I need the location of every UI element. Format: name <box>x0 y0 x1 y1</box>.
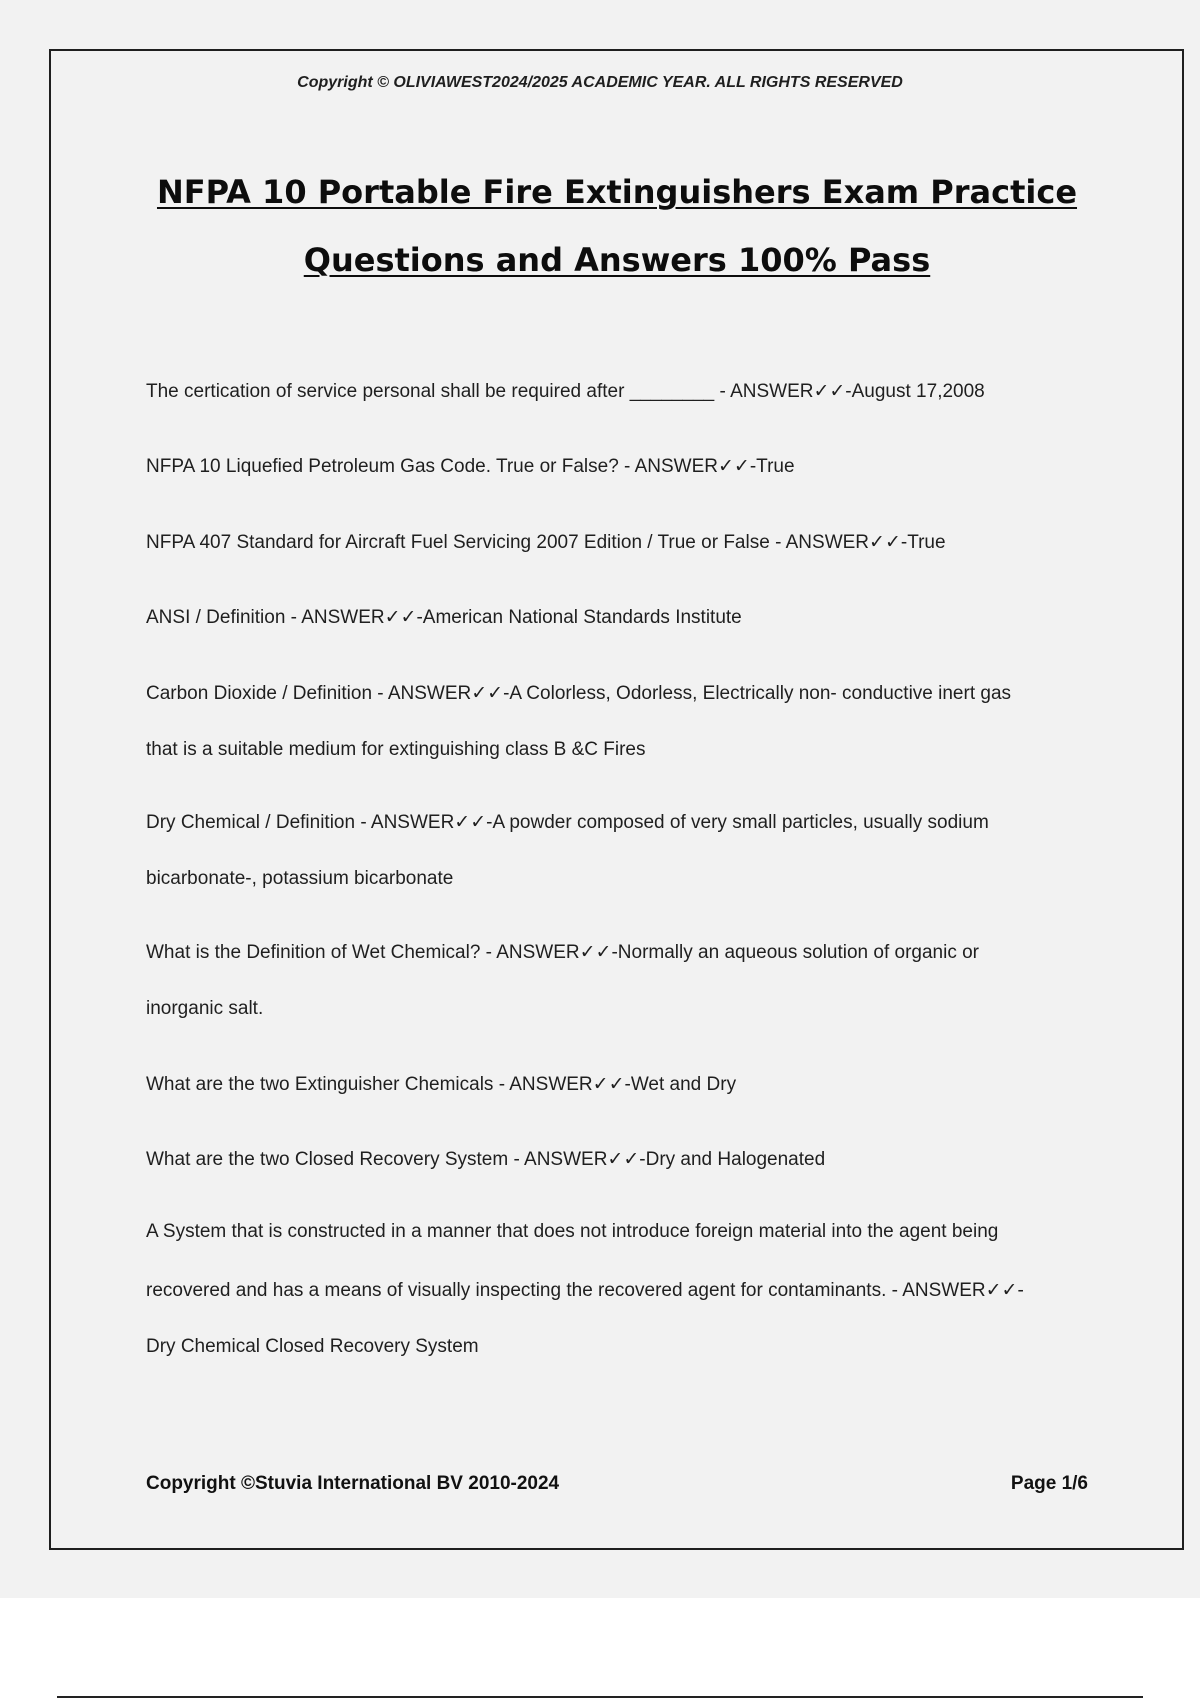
document-title-line-1 <box>0 173 1200 211</box>
header-copyright: Copyright © OLIVIAWEST2024/2025 ACADEMIC YEAR. ALL RIGHTS RESERVED <box>297 74 903 91</box>
qa-line: inorganic salt. <box>146 998 264 1019</box>
qa-line: A System that is constructed in a manner that does not introduce foreign material into the agent being <box>146 1221 999 1242</box>
document-title-line-2-text: Questions and Answers 100% Pass <box>303 241 931 279</box>
footer-copyright: Copyright ©Stuvia International BV 2010-2024 <box>146 1473 560 1494</box>
qa-line: Dry Chemical / Definition - ANSWER✓✓-A powder composed of very small particles, usually sodium <box>146 812 989 833</box>
document-title-line-1-text: NFPA 10 Portable Fire Extinguishers Exam Practice <box>156 173 1078 211</box>
document-title-line-2 <box>0 241 1200 279</box>
qa-line: ANSI / Definition - ANSWER✓✓-American National Standards Institute <box>146 607 742 628</box>
qa-line: What is the Definition of Wet Chemical? - ANSWER✓✓-Normally an aqueous solution of organic or <box>146 942 980 963</box>
qa-line: Dry Chemical Closed Recovery System <box>146 1336 479 1357</box>
qa-line: that is a suitable medium for extinguishing class B &C Fires <box>146 739 646 760</box>
qa-line: NFPA 10 Liquefied Petroleum Gas Code. True or False? - ANSWER✓✓-True <box>146 456 795 477</box>
qa-line: The certication of service personal shall be required after ________ - ANSWER✓✓-August 17,2008 <box>146 381 985 402</box>
qa-line: bicarbonate-, potassium bicarbonate <box>146 868 454 889</box>
page-number: Page 1/6 <box>1010 1473 1088 1494</box>
qa-line: recovered and has a means of visually inspecting the recovered agent for contaminants. - ANSWER✓✓- <box>146 1280 1024 1301</box>
next-page-top-rule <box>57 1696 1143 1698</box>
qa-line: NFPA 407 Standard for Aircraft Fuel Servicing 2007 Edition / True or False - ANSWER✓✓-True <box>146 532 946 553</box>
qa-line: What are the two Extinguisher Chemicals - ANSWER✓✓-Wet and Dry <box>146 1074 737 1095</box>
qa-line: What are the two Closed Recovery System - ANSWER✓✓-Dry and Halogenated <box>146 1149 826 1170</box>
qa-line: Carbon Dioxide / Definition - ANSWER✓✓-A Colorless, Odorless, Electrically non- conductive inert gas <box>146 683 1012 704</box>
